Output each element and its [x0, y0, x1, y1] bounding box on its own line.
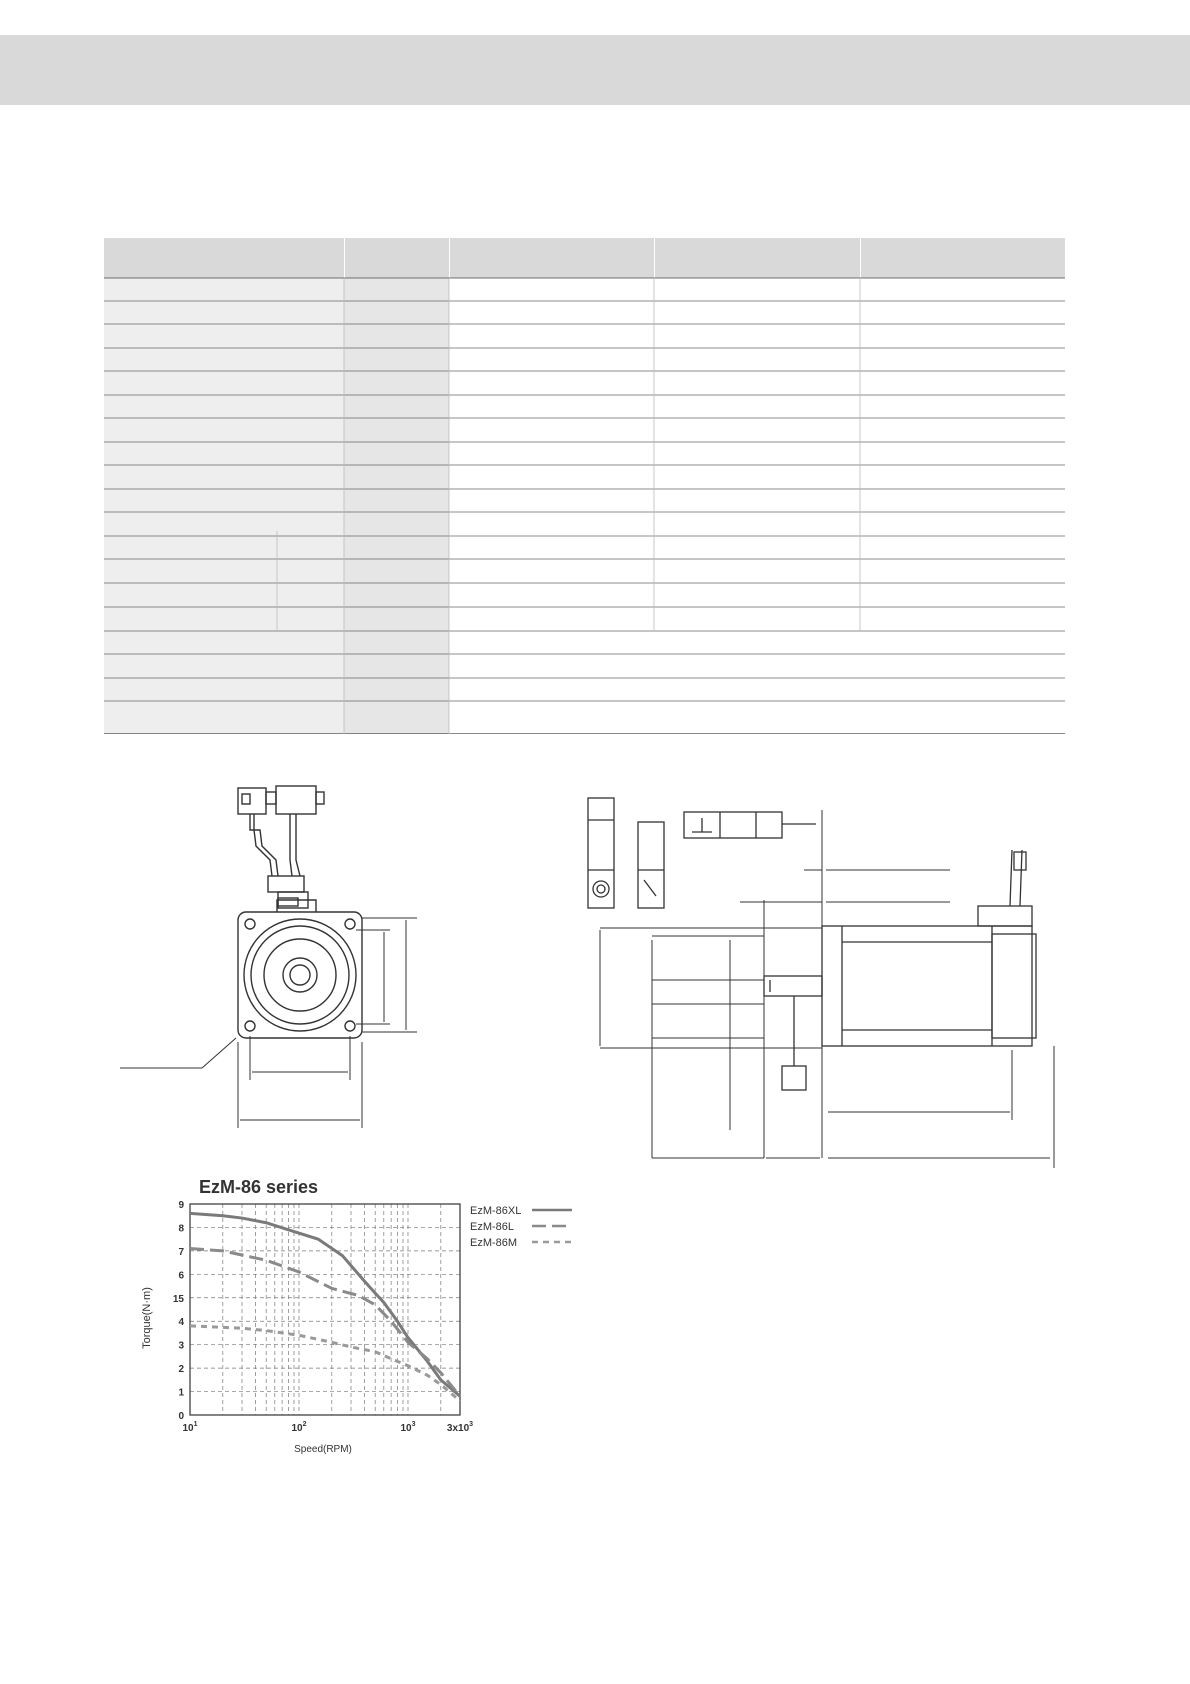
series-line-ezm-86xl [190, 1213, 460, 1396]
y-tick-label: 15 [172, 1293, 184, 1305]
x-tick-label: $3x10^3$ [446, 1421, 474, 1434]
torque-speed-chart [130, 1170, 590, 1460]
plot-frame [190, 1204, 460, 1415]
x-tick-label: $10^1$ [182, 1421, 198, 1434]
y-tick-label: 0 [178, 1411, 184, 1422]
header-band [0, 35, 1190, 105]
motor-side-view-drawing [580, 790, 1060, 1170]
x-axis-label: Speed(RPM) [294, 1444, 352, 1455]
series-line-ezm-86l [190, 1249, 460, 1397]
legend-label: EzM-86M [470, 1237, 518, 1249]
x-tick-label: $10^2$ [291, 1421, 307, 1434]
y-tick-label: 1 [178, 1387, 184, 1399]
legend-label: EzM-86L [470, 1221, 515, 1233]
y-tick-label: 8 [178, 1223, 184, 1235]
y-tick-label: 4 [178, 1317, 184, 1329]
y-tick-label: 6 [178, 1270, 184, 1282]
series-line-ezm-86m [190, 1326, 460, 1401]
spec-table [104, 238, 1065, 734]
y-tick-label: 2 [178, 1364, 184, 1376]
x-tick-label: $10^3$ [400, 1421, 416, 1434]
chart-title: EzM-86 series [199, 1177, 319, 1197]
y-tick-label: 7 [178, 1246, 184, 1258]
y-tick-label: 9 [178, 1200, 184, 1211]
legend-label: EzM-86XL [470, 1205, 522, 1217]
y-tick-label: 3 [178, 1340, 184, 1352]
y-axis-label: Torque(N·m) [141, 1287, 153, 1349]
motor-front-view-drawing [110, 780, 510, 1170]
